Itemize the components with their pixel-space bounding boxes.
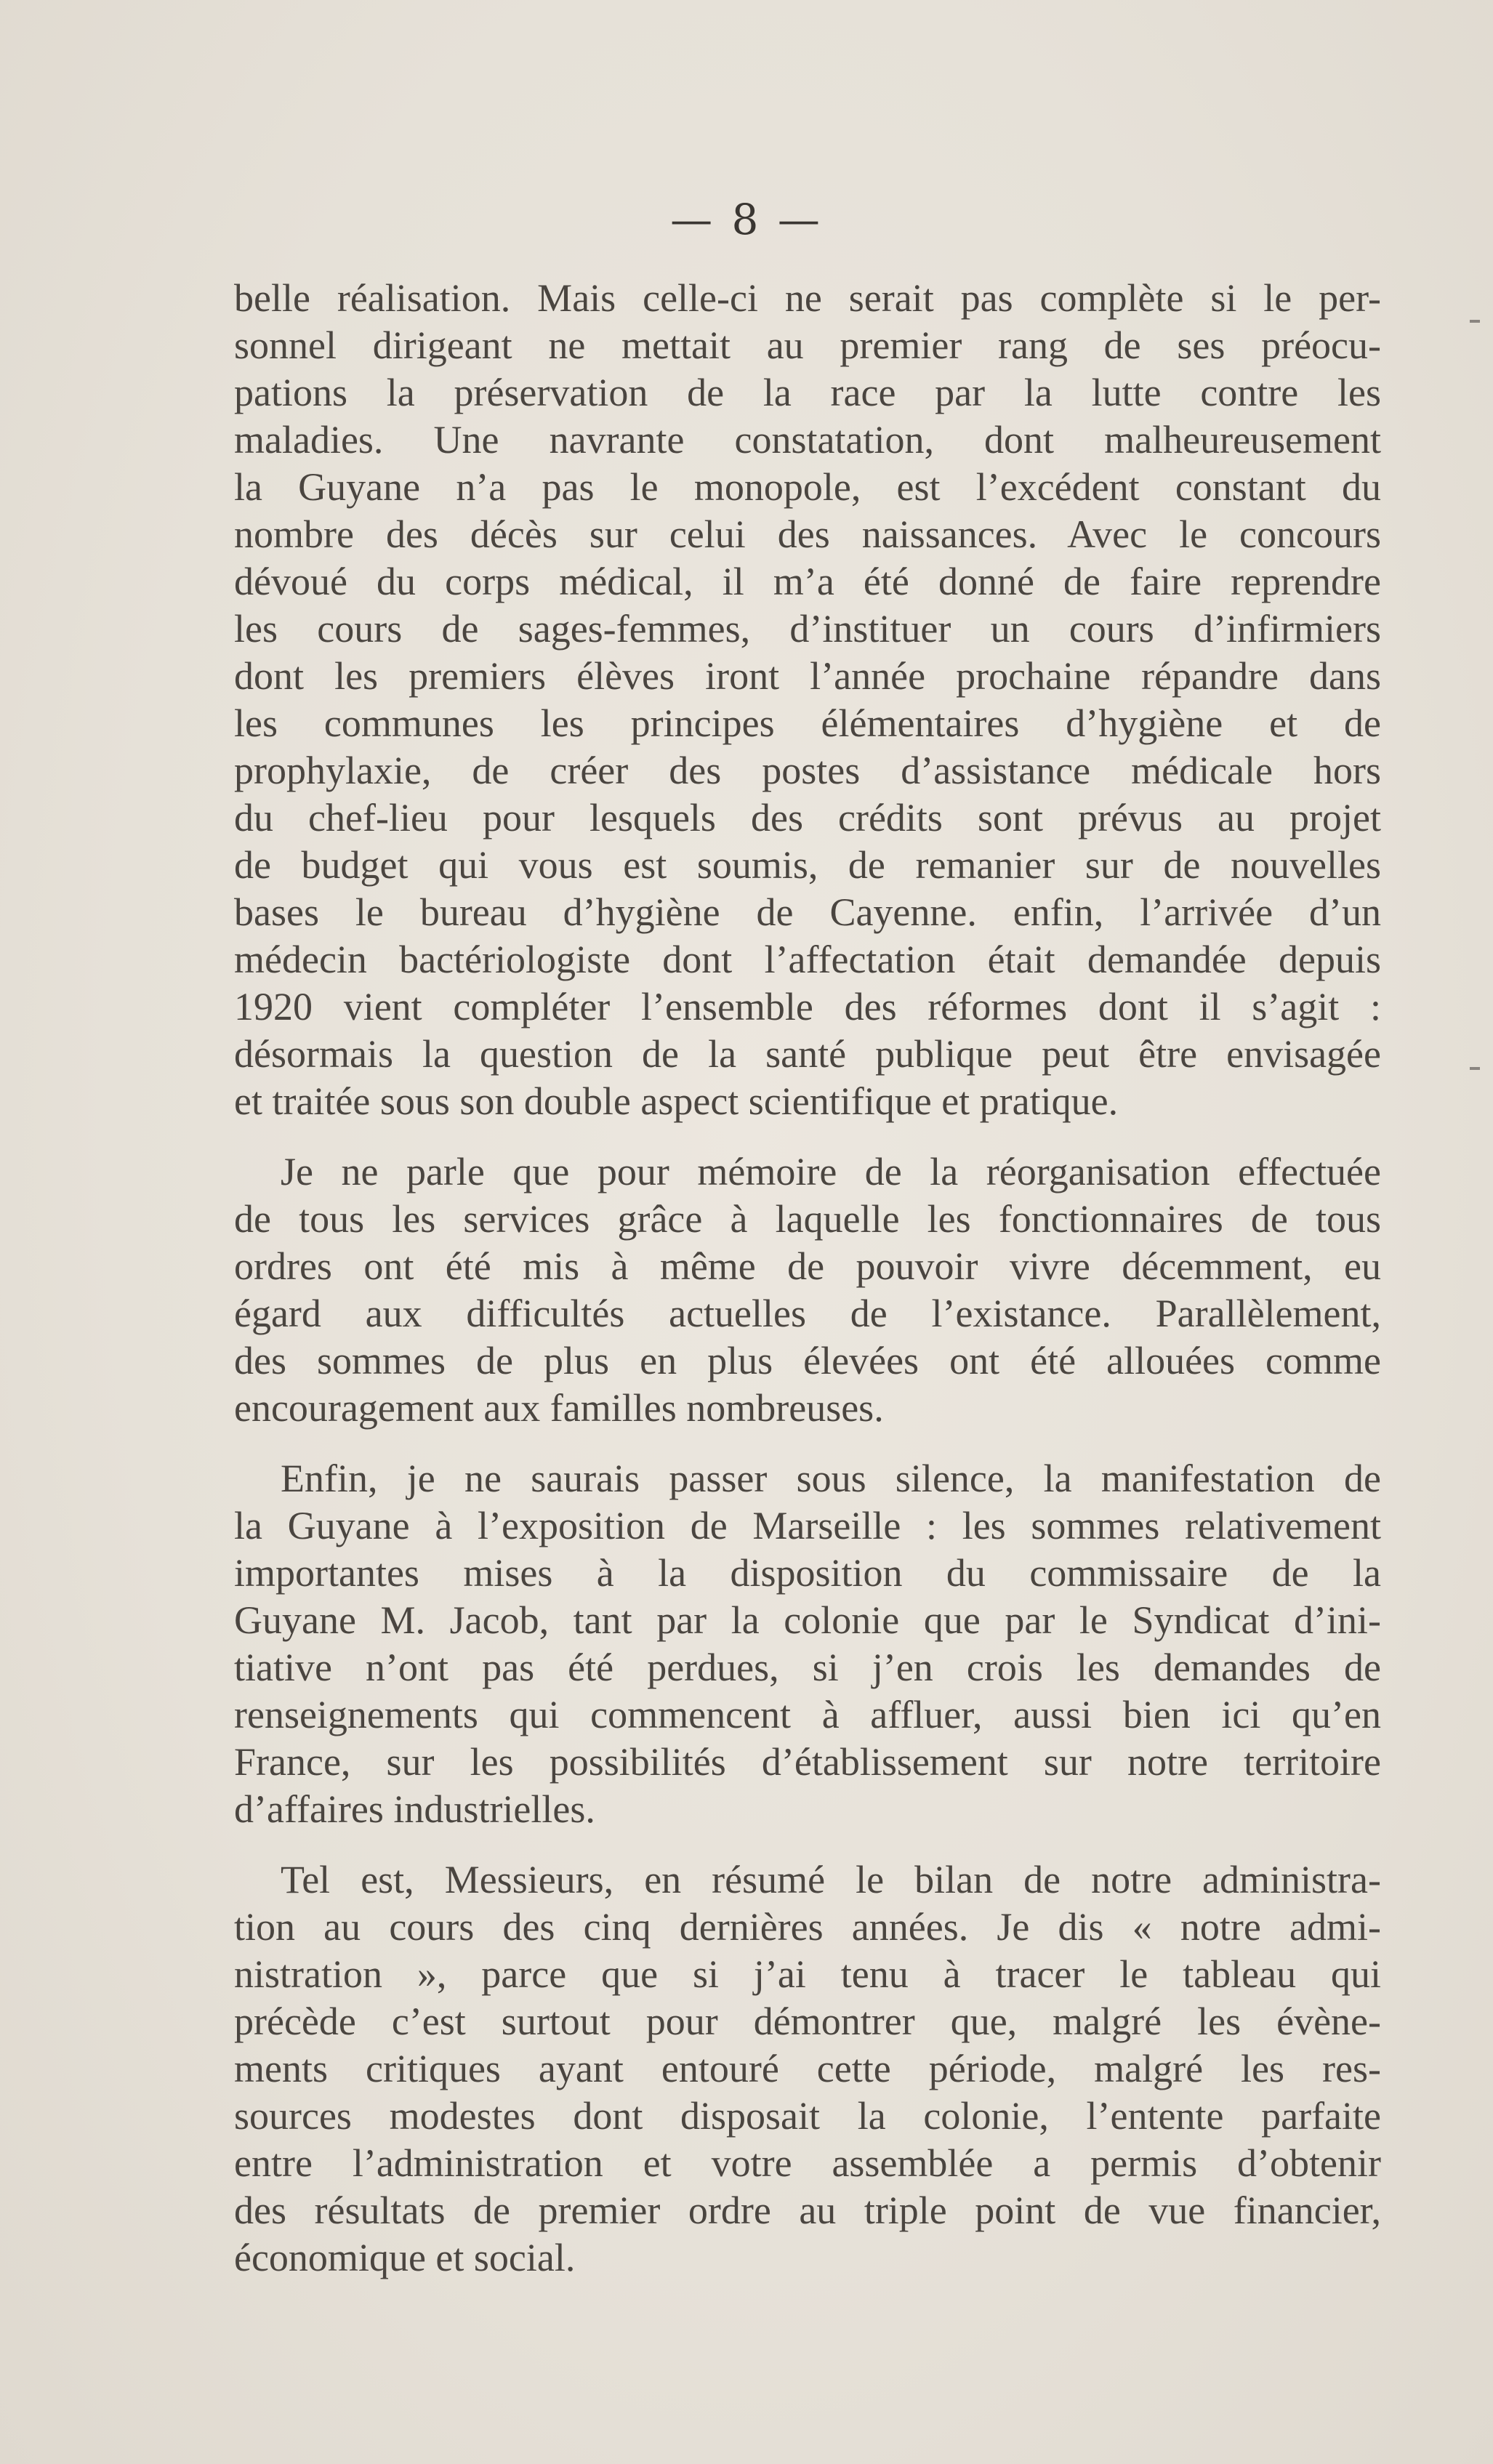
text-line: France, sur les possibilités d’établissement sur notre territoire (234, 1740, 1381, 1784)
text-line: pations la préservation de la race par la lutte contre les (234, 371, 1381, 414)
text-line: et traitée sous son double aspect scientifique et pratique. (234, 1079, 1119, 1123)
text-line: Tel est, Messieurs, en résumé le bilan de notre administra- (281, 1858, 1381, 1901)
text-line: 1920 vient compléter l’ensemble des réformes dont il s’agit : (234, 985, 1381, 1028)
paragraph-2 (234, 1148, 1381, 1432)
text-line: bases le bureau d’hygiène de Cayenne. enfin, l’arrivée d’un (234, 890, 1381, 934)
paragraph-gap (234, 1432, 1381, 1455)
text-line: économique et social. (234, 2236, 576, 2279)
text-line: la Guyane à l’exposition de Marseille : les sommes relativement (234, 1504, 1381, 1547)
text-line: nistration », parce que si j’ai tenu à tracer le tableau qui (234, 1952, 1381, 1996)
text-line: Guyane M. Jacob, tant par la colonie que par le Syndicat d’ini- (234, 1598, 1381, 1642)
text-line: encouragement aux familles nombreuses. (234, 1386, 884, 1430)
text-line: Enfin, je ne saurais passer sous silence, la manifestation de (281, 1457, 1381, 1500)
text-line: tion au cours des cinq dernières années. Je dis « notre admi- (234, 1905, 1381, 1949)
text-line: de budget qui vous est soumis, de remanier sur de nouvelles (234, 843, 1381, 887)
text-line: sources modestes dont disposait la colonie, l’entente parfaite (234, 2094, 1381, 2138)
text-line: renseignements qui commencent à affluer, aussi bien ici qu’en (234, 1693, 1381, 1736)
text-line: des sommes de plus en plus élevées ont été allouées comme (234, 1339, 1381, 1382)
text-line: égard aux difficultés actuelles de l’existance. Parallèlement, (234, 1292, 1381, 1335)
page-number: — 8 — (670, 195, 823, 244)
text-line: ordres ont été mis à même de pouvoir vivre décemment, eu (234, 1244, 1381, 1288)
text-line: de tous les services grâce à laquelle les fonctionnaires de tous (234, 1197, 1381, 1241)
text-line: médecin bactériologiste dont l’affectation était demandée depuis (234, 938, 1381, 981)
paragraph-3 (234, 1455, 1381, 1833)
text-line: sonnel dirigeant ne mettait au premier rang de ses préocu- (234, 323, 1381, 367)
text-line: belle réalisation. Mais celle-ci ne serait pas complète si le per- (234, 276, 1381, 320)
margin-mark (1470, 1067, 1480, 1070)
text-line: la Guyane n’a pas le monopole, est l’excédent constant du (234, 465, 1381, 509)
text-line: désormais la question de la santé publique peut être envisagée (234, 1032, 1381, 1076)
text-line: prophylaxie, de créer des postes d’assistance médicale hors (234, 749, 1381, 792)
text-line: du chef-lieu pour lesquels des crédits sont prévus au projet (234, 796, 1381, 840)
text-line: ments critiques ayant entouré cette période, malgré les res- (234, 2047, 1381, 2090)
text-line: tiative n’ont pas été perdues, si j’en crois les demandes de (234, 1646, 1381, 1689)
paragraph-4 (234, 1856, 1381, 2282)
margin-mark (1470, 320, 1480, 323)
text-line: maladies. Une navrante constatation, dont malheureusement (234, 418, 1381, 462)
text-line: dévoué du corps médical, il m’a été donné de faire reprendre (234, 560, 1381, 603)
body-text (234, 275, 1381, 2282)
paragraph-gap (234, 1125, 1381, 1148)
text-line: précède c’est surtout pour démontrer que, malgré les évène- (234, 2000, 1381, 2043)
text-line: dont les premiers élèves iront l’année prochaine répandre dans (234, 654, 1381, 698)
text-line: des résultats de premier ordre au triple point de vue financier, (234, 2189, 1381, 2232)
text-line: d’affaires industrielles. (234, 1787, 595, 1831)
text-line: Je ne parle que pour mémoire de la réorganisation effectuée (281, 1150, 1381, 1193)
text-line: les cours de sages-femmes, d’instituer un cours d’infirmiers (234, 607, 1381, 651)
text-line: importantes mises à la disposition du commissaire de la (234, 1551, 1381, 1595)
text-line: nombre des décès sur celui des naissances. Avec le concours (234, 512, 1381, 556)
text-line: les communes les principes élémentaires d’hygiène et de (234, 701, 1381, 745)
paragraph-gap (234, 1833, 1381, 1856)
text-line: entre l’administration et votre assemblée a permis d’obtenir (234, 2141, 1381, 2185)
paragraph-1 (234, 275, 1381, 1125)
